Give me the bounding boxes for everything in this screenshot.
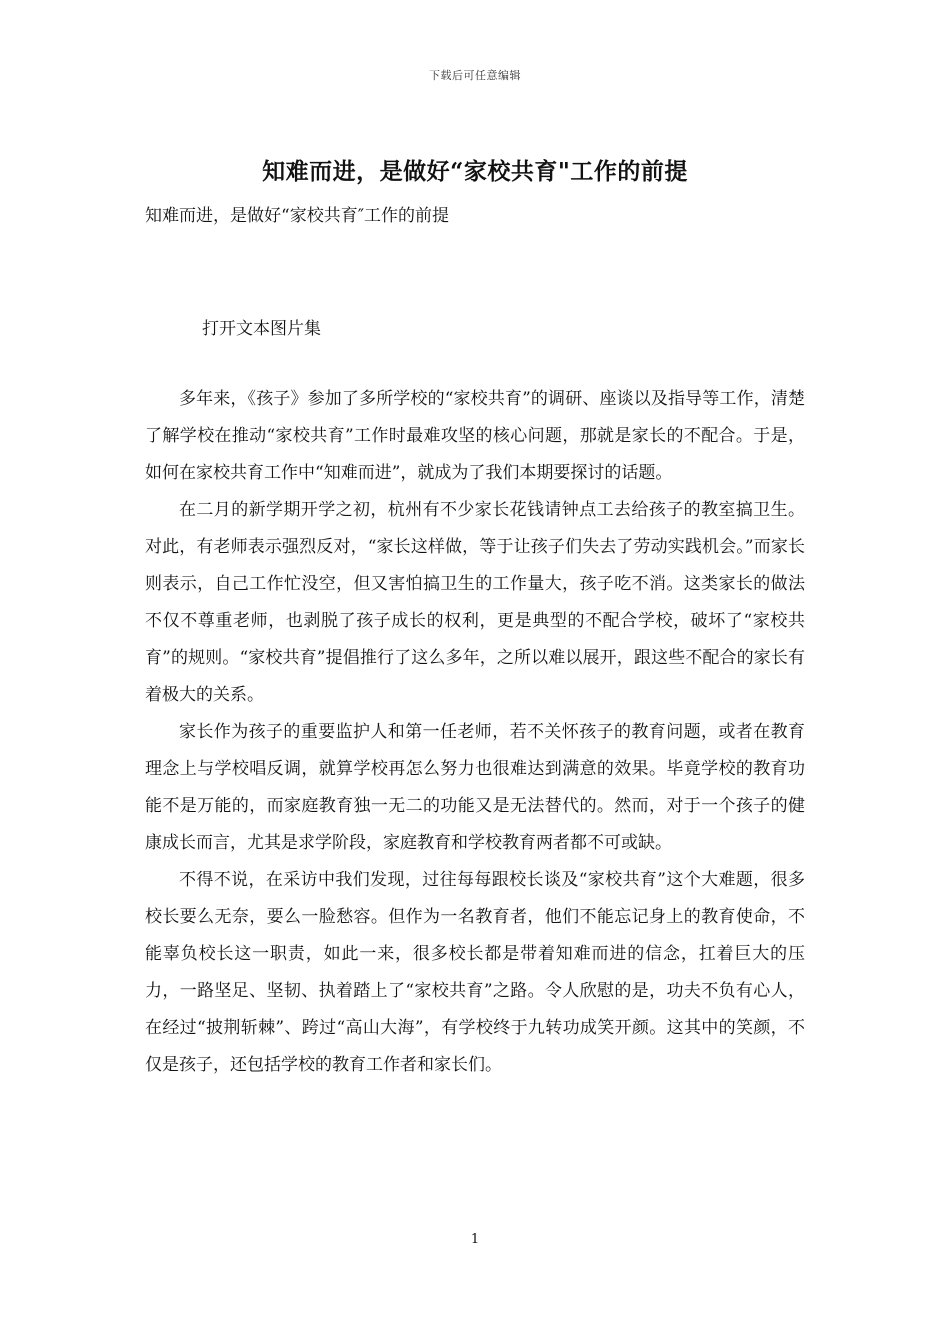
paragraph: 在二月的新学期开学之初，杭州有不少家长花钱请钟点工去给孩子的教室搞卫生。对此，有老师表示强烈反对，“家长这样做，等于让孩子们失去了劳动实践机会。”而家长则表示，自己工作忙没空，但又害怕搞卫生的工作量大，孩子吃不消。这类家长的做法不仅不尊重老师，也剥脱了孩子成长的权利，更是典型的不配合学校，破坏了“家校共育”的规则。“家校共育”提倡推行了这么多年，之所以难以展开，跟这些不配合的家长有着极大的关系。 <box>145 500 805 705</box>
document-body <box>145 381 805 1084</box>
paragraph: 不得不说，在采访中我们发现，过往每每跟校长谈及“家校共育”这个大难题，很多校长要么无奈，要么一脸愁容。但作为一名教育者，他们不能忘记身上的教育使命，不能辜负校长这一职责，如此一来，很多校长都是带着知难而进的信念，扛着巨大的压力，一路坚足、坚韧、执着踏上了“家校共育”之路。令人欣慰的是，功夫不负有心人，在经过“披荆斩棘”、跨过“高山大海”，有学校终于九转功成笑开颜。这其中的笑颜，不仅是孩子，还包括学校的教育工作者和家长们。 <box>145 870 805 1075</box>
open-image-gallery-link[interactable]: 打开文本图片集 <box>202 319 321 339</box>
header-note: 下载后可任意编辑 <box>429 69 521 82</box>
document-subtitle: 知难而进，是做好“家校共育″工作的前提 <box>145 206 450 226</box>
document-title: 知难而进，是做好“家校共育"工作的前提 <box>262 158 688 185</box>
paragraph: 家长作为孩子的重要监护人和第一任老师，若不关怀孩子的教育问题，或者在教育理念上与学校唱反调，就算学校再怎么努力也很难达到满意的效果。毕竟学校的教育功能不是万能的，而家庭教育独一无二的功能又是无法替代的。然而，对于一个孩子的健康成长而言，尤其是求学阶段，家庭教育和学校教育两者都不可或缺。 <box>145 722 805 853</box>
paragraph: 多年来，《孩子》参加了多所学校的“家校共育”的调研、座谈以及指导等工作，清楚了解学校在推动“家校共育”工作时最难攻坚的核心问题，那就是家长的不配合。于是，如何在家校共育工作中“知难而进”，就成为了我们本期要探讨的话题。 <box>145 389 805 483</box>
page-number: 1 <box>470 1232 480 1247</box>
